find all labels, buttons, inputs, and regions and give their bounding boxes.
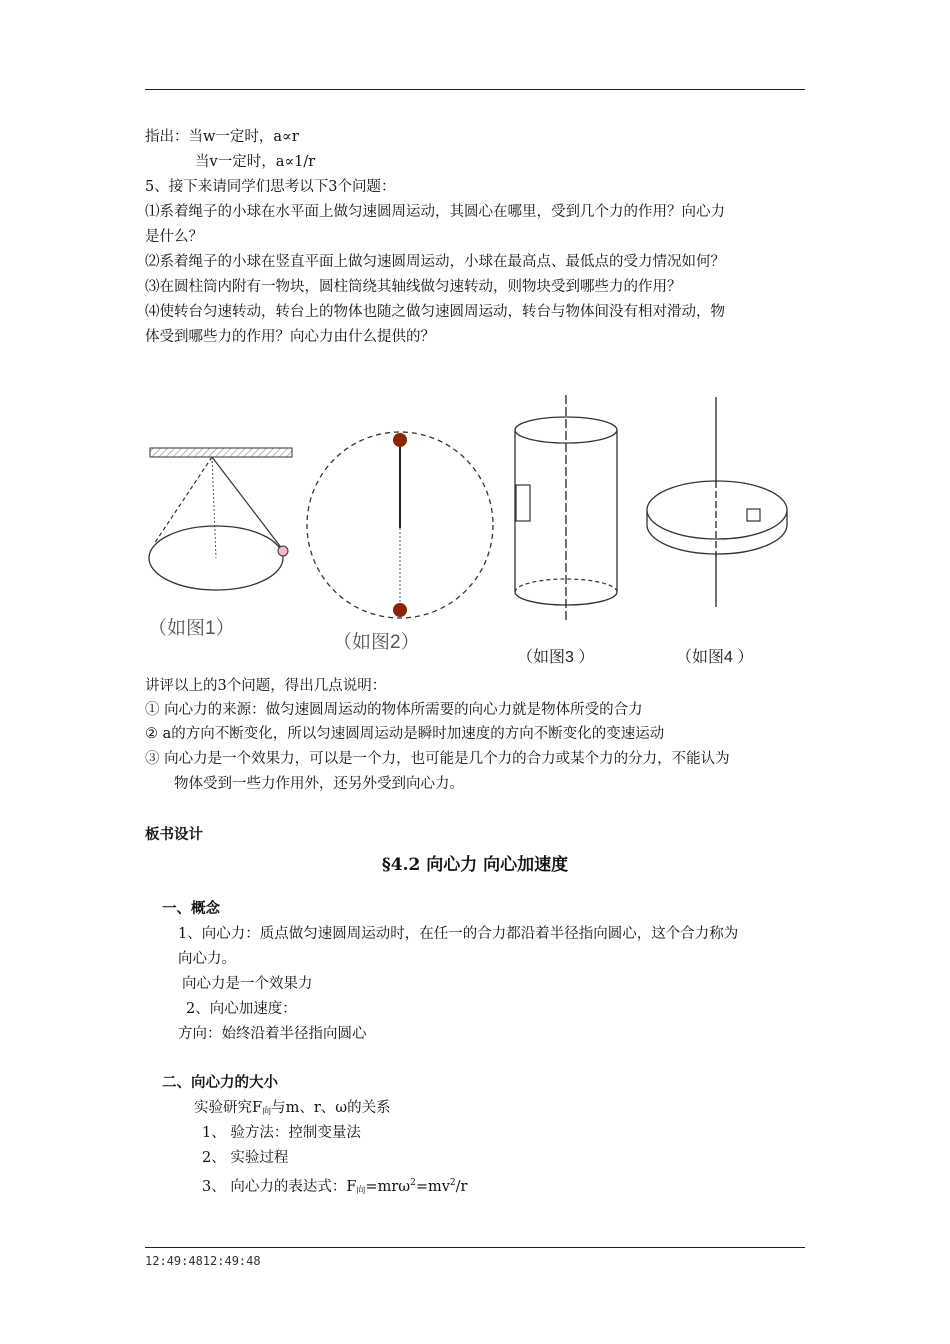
formula-pre: 3、 向心力的表达式：F	[202, 1179, 357, 1195]
s2-item-2: 2、 实验过程	[202, 1150, 289, 1166]
subscript: 向	[356, 1186, 366, 1196]
s2-experiment-text: 实验研究F	[194, 1100, 263, 1116]
question-1-cont: 是什么？	[145, 229, 203, 245]
s1-note: 向心力是一个效果力	[182, 976, 313, 992]
s2-item-3	[202, 1173, 467, 1201]
review-point-1: ① 向心力的来源：做匀速圆周运动的物体所需要的向心力就是物体所受的合力	[145, 702, 643, 718]
review-point-3-cont: 物体受到一些力作用外，还另外受到向心力。	[174, 776, 464, 792]
s1-item-1-cont: 向心力。	[178, 951, 236, 967]
text-line: 当v一定时，a∝1/r	[195, 154, 316, 170]
ball-pink	[278, 546, 288, 556]
review-point-3: ③ 向心力是一个效果力，可以是一个力，也可能是几个力的合力或某个力的分力，不能认为	[145, 751, 730, 767]
formula-post: /r	[455, 1179, 468, 1195]
question-2: ⑵系着绳子的小球在竖直平面上做匀速圆周运动，小球在最高点、最低点的受力情况如何？	[145, 254, 725, 270]
ball-top	[393, 433, 407, 447]
s2-experiment	[194, 1098, 391, 1122]
figure-2-vertical-circle	[307, 432, 493, 618]
question-1: ⑴系着绳子的小球在水平面上做匀速圆周运动，其圆心在哪里，受到几个力的作用？向心力	[145, 204, 725, 220]
question-4: ⑷使转台匀速转动，转台上的物体也随之做匀速圆周运动，转台与物体间没有相对滑动，物	[145, 304, 725, 320]
section-2-heading: 二、向心力的大小	[162, 1074, 278, 1091]
formula-mid: =mrω	[365, 1179, 411, 1195]
s1-item-2: 2、向心加速度：	[186, 1001, 297, 1017]
block	[516, 485, 530, 521]
superscript: 2	[410, 1178, 416, 1188]
s2-experiment-text-2: 与m、r、ω的关系	[271, 1100, 391, 1116]
footer-rule	[145, 1247, 805, 1248]
figure-1-caption: （如图1）	[148, 618, 235, 639]
figure-1-conical-pendulum	[149, 448, 292, 590]
figure-2-caption: （如图2）	[333, 632, 420, 653]
review-point-2: ② a的方向不断变化，所以匀速圆周运动是瞬时加速度的方向不断变化的变速运动	[145, 726, 665, 742]
section-title: §4.2 向心力 向心加速度	[381, 855, 569, 875]
figure-4-turntable	[647, 397, 787, 607]
section-1-heading: 一、概念	[162, 900, 220, 917]
figure-4-caption: （如图4 ）	[676, 649, 754, 666]
formula-mid-2: =mv	[415, 1179, 450, 1195]
s1-direction: 方向：始终沿着半径指向圆心	[178, 1026, 367, 1042]
text-line: 指出：当w一定时，a∝r	[145, 129, 299, 145]
review-intro: 讲评以上的3个问题，得出几点说明：	[145, 678, 387, 694]
subscript: 向	[262, 1107, 272, 1117]
figure-3-caption: （如图3 ）	[517, 649, 595, 666]
text-line: 5、接下来请同学们思考以下3个问题：	[145, 179, 396, 195]
question-4-cont: 体受到哪些力的作用？向心力由什么提供的？	[145, 329, 435, 345]
figure-3-cylinder	[515, 395, 617, 622]
board-heading: 板书设计	[145, 826, 203, 843]
superscript: 2	[449, 1178, 456, 1188]
s1-item-1: 1、向心力：质点做匀速圆周运动时，在任一的合力都沿着半径指向圆心，这个合力称为	[178, 926, 739, 942]
ball-bottom	[393, 603, 407, 617]
footer-timestamp: 12:49:4812:49:48	[145, 1254, 261, 1268]
question-3: ⑶在圆柱筒内附有一物块，圆柱筒绕其轴线做匀速转动，则物块受到哪些力的作用？	[145, 279, 682, 295]
block	[747, 509, 760, 521]
s2-item-1: 1、 验方法：控制变量法	[202, 1125, 361, 1141]
